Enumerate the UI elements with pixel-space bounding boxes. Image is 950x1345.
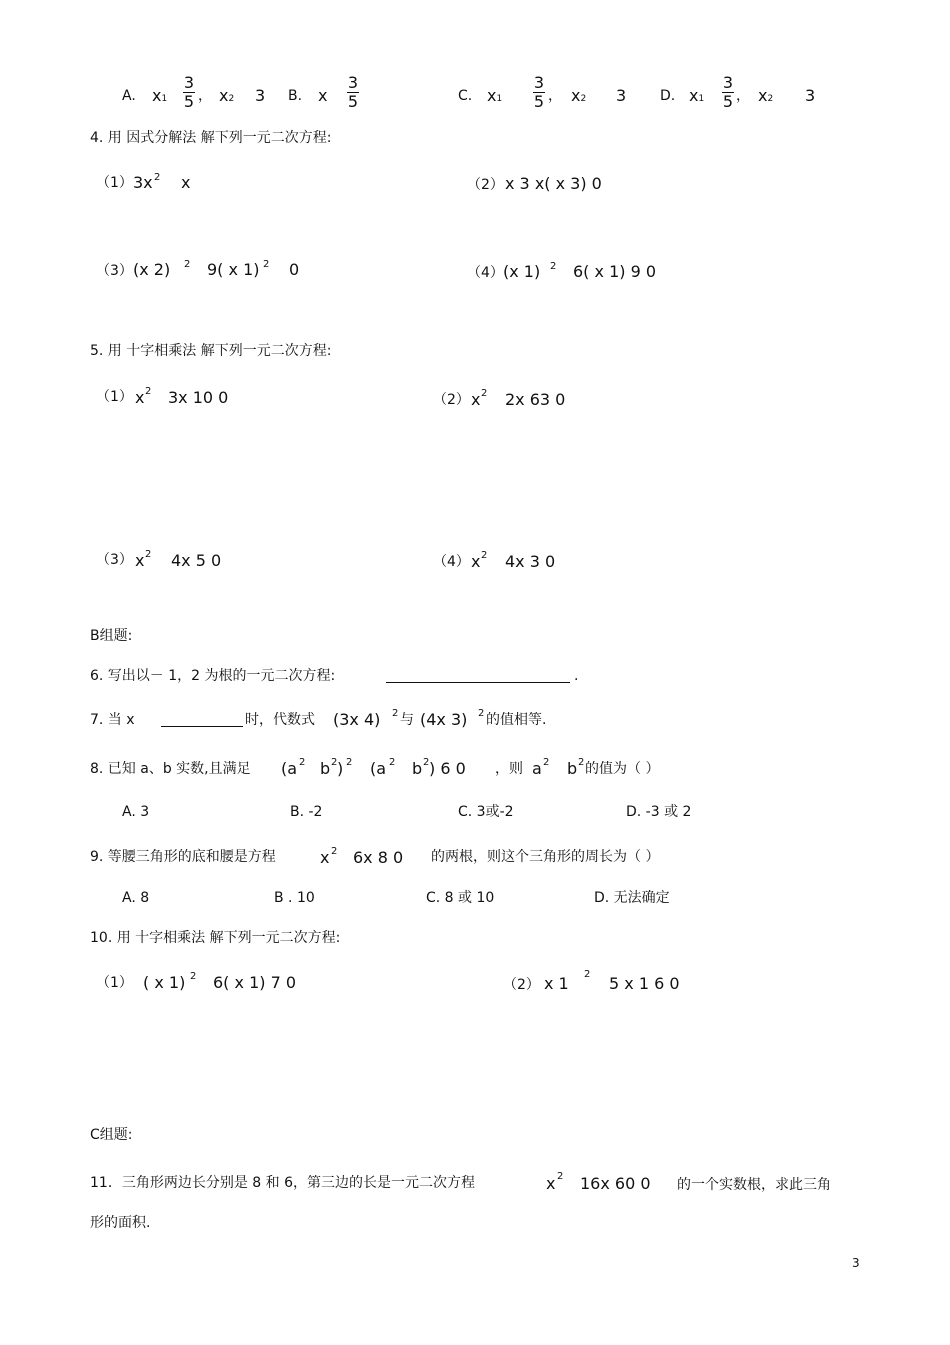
q4-p4-term-a: (x 1): [503, 262, 541, 281]
q9-option-a: A. 8: [122, 890, 150, 906]
q4-p1-exponent: 2: [154, 172, 161, 183]
q8-term-1: (a: [281, 759, 298, 778]
q5-p4-x: x: [471, 552, 481, 571]
q11-rest: 16x 60 0: [580, 1174, 651, 1193]
q4-p3-label: （3）: [96, 263, 133, 279]
q4-p3-rhs: 0: [289, 260, 300, 279]
q8-exp-5: 2: [423, 757, 430, 768]
q8-term-4: (a: [370, 759, 387, 778]
q4-p2-label: （2）: [467, 177, 504, 193]
q8-prefix: 8. 已知 a、b 实数,且满足: [90, 761, 251, 777]
q4-p3-exp-b: 2: [263, 259, 270, 270]
q8-term-6: ) 6 0: [429, 759, 466, 778]
q5-p3-label: （3）: [96, 552, 133, 568]
q8-option-d: D. -3 或 2: [626, 804, 692, 820]
q8-suffix: 的值为（ ）: [585, 761, 660, 777]
q10-p2-exponent: 2: [584, 969, 591, 980]
q9-suffix: 的两根，则这个三角形的周长为（ ）: [431, 849, 660, 865]
q8-term-3: ): [337, 759, 344, 778]
q3-b-x: x: [318, 86, 328, 105]
q9-option-d: D. 无法确定: [594, 890, 670, 906]
q7-middle: 时，代数式: [245, 712, 315, 728]
q7-expr-1: (3x 4): [333, 710, 381, 729]
q10-p1-label: （1）: [96, 975, 133, 991]
q4-p4-exp-a: 2: [550, 261, 557, 272]
q3-b-fraction: 3 5: [347, 73, 359, 111]
q3-a-comma: ，: [198, 88, 212, 104]
q4-p3-term-a: (x 2): [133, 260, 171, 279]
q8-middle: ，则: [495, 761, 523, 777]
q7-answer-blank: [161, 725, 243, 727]
q5-p3-exponent: 2: [145, 549, 152, 560]
q5-p1-x: x: [135, 388, 145, 407]
q5-p2-exponent: 2: [481, 388, 488, 399]
q11-prefix: 11．三角形两边长分别是 8 和 6，第三边的长是一元二次方程: [90, 1175, 475, 1191]
q3-a-x2-value: 3: [255, 86, 266, 105]
q7-conjunction: 与: [400, 712, 414, 728]
q4-title: 4. 用 因式分解法 解下列一元二次方程:: [90, 130, 332, 146]
q8-term-8: b: [567, 759, 578, 778]
q3-option-c-label: C.: [458, 88, 473, 104]
q5-p3-x: x: [135, 551, 145, 570]
q8-term-7: a: [532, 759, 542, 778]
q10-p1-term-a: ( x 1): [143, 973, 186, 992]
q10-p2-label: （2）: [503, 977, 540, 993]
q9-prefix: 9. 等腰三角形的底和腰是方程: [90, 849, 276, 865]
q8-exp-7: 2: [543, 757, 550, 768]
q9-option-b: B . 10: [274, 890, 315, 906]
q3-c-fraction: 3 5: [533, 73, 545, 111]
q11-suffix: 的一个实数根，求此三角: [677, 1177, 831, 1193]
q3-option-a-label: A.: [122, 88, 136, 104]
q3-d-comma: ，: [736, 88, 750, 104]
q11-line-2: 形的面积.: [90, 1215, 151, 1231]
page-number: 3: [852, 1256, 860, 1270]
q9-option-c: C. 8 或 10: [426, 890, 495, 906]
q4-p3-term-b: 9( x 1): [207, 260, 260, 279]
q6-text: 6. 写出以－ 1，2 为根的一元二次方程:: [90, 668, 336, 684]
q10-p2-term-a: x 1: [544, 974, 569, 993]
q8-option-c: C. 3或-2: [458, 804, 514, 820]
q9-rest: 6x 8 0: [353, 848, 404, 867]
q11-x: x: [546, 1174, 556, 1193]
q11-exponent: 2: [557, 1171, 564, 1182]
q8-term-5: b: [412, 759, 423, 778]
q5-p3-rest: 4x 5 0: [171, 551, 222, 570]
q3-option-d-label: D.: [660, 88, 676, 104]
q5-p1-label: （1）: [96, 389, 133, 405]
q10-title: 10. 用 十字相乘法 解下列一元二次方程:: [90, 930, 341, 946]
q3-d-x2-value: 3: [805, 86, 816, 105]
q8-exp-4: 2: [389, 757, 396, 768]
q3-a-fraction: 3 5: [183, 73, 195, 111]
q3-c-x2-value: 3: [616, 86, 627, 105]
q7-exp-1: 2: [392, 708, 399, 719]
q8-exp-2: 2: [331, 757, 338, 768]
q5-p4-exponent: 2: [481, 550, 488, 561]
q7-suffix: 的值相等.: [486, 712, 547, 728]
q8-exp-3: 2: [346, 757, 353, 768]
q8-exp-8: 2: [578, 757, 585, 768]
q9-exponent: 2: [331, 846, 338, 857]
q3-d-fraction: 3 5: [722, 73, 734, 111]
q3-option-b-label: B.: [288, 88, 303, 104]
q4-p1-base: 3x: [133, 173, 153, 192]
q5-p4-rest: 4x 3 0: [505, 552, 556, 571]
group-c-heading: C组题:: [90, 1127, 133, 1143]
q10-p1-term-b: 6( x 1) 7 0: [213, 973, 297, 992]
q3-a-x1: x1: [152, 86, 168, 105]
q8-term-2: b: [320, 759, 331, 778]
group-b-heading: B组题:: [90, 628, 133, 644]
q3-c-comma: ，: [548, 88, 562, 104]
q7-exp-2: 2: [478, 708, 485, 719]
q6-period: .: [574, 668, 579, 684]
q3-a-x2: x2: [219, 86, 235, 105]
q8-option-a: A. 3: [122, 804, 150, 820]
q4-p3-exp-a: 2: [184, 259, 191, 270]
q5-title: 5. 用 十字相乘法 解下列一元二次方程:: [90, 343, 332, 359]
q5-p1-exponent: 2: [145, 386, 152, 397]
q4-p4-label: （4）: [467, 265, 504, 281]
q8-option-b: B. -2: [290, 804, 323, 820]
q7-expr-2: (4x 3): [420, 710, 468, 729]
q3-d-x2: x2: [758, 86, 774, 105]
q4-p4-term-b: 6( x 1) 9 0: [573, 262, 657, 281]
q3-c-x2: x2: [571, 86, 587, 105]
q5-p2-rest: 2x 63 0: [505, 390, 566, 409]
q4-p1-label: （1）: [96, 175, 133, 191]
q5-p1-rest: 3x 10 0: [168, 388, 229, 407]
q10-p2-term-b: 5 x 1 6 0: [609, 974, 680, 993]
q5-p2-x: x: [471, 390, 481, 409]
q6-answer-blank: [386, 681, 570, 683]
q9-x: x: [320, 848, 330, 867]
q10-p1-exponent: 2: [190, 971, 197, 982]
q8-exp-1: 2: [299, 757, 306, 768]
q5-p4-label: （4）: [433, 554, 470, 570]
q3-d-x1: x1: [689, 86, 705, 105]
q3-c-x1: x1: [487, 86, 503, 105]
q5-p2-label: （2）: [433, 392, 470, 408]
q4-p2-expression: x 3 x( x 3) 0: [505, 174, 602, 193]
q7-prefix: 7. 当 x: [90, 712, 135, 728]
q4-p1-rest: x: [181, 173, 191, 192]
